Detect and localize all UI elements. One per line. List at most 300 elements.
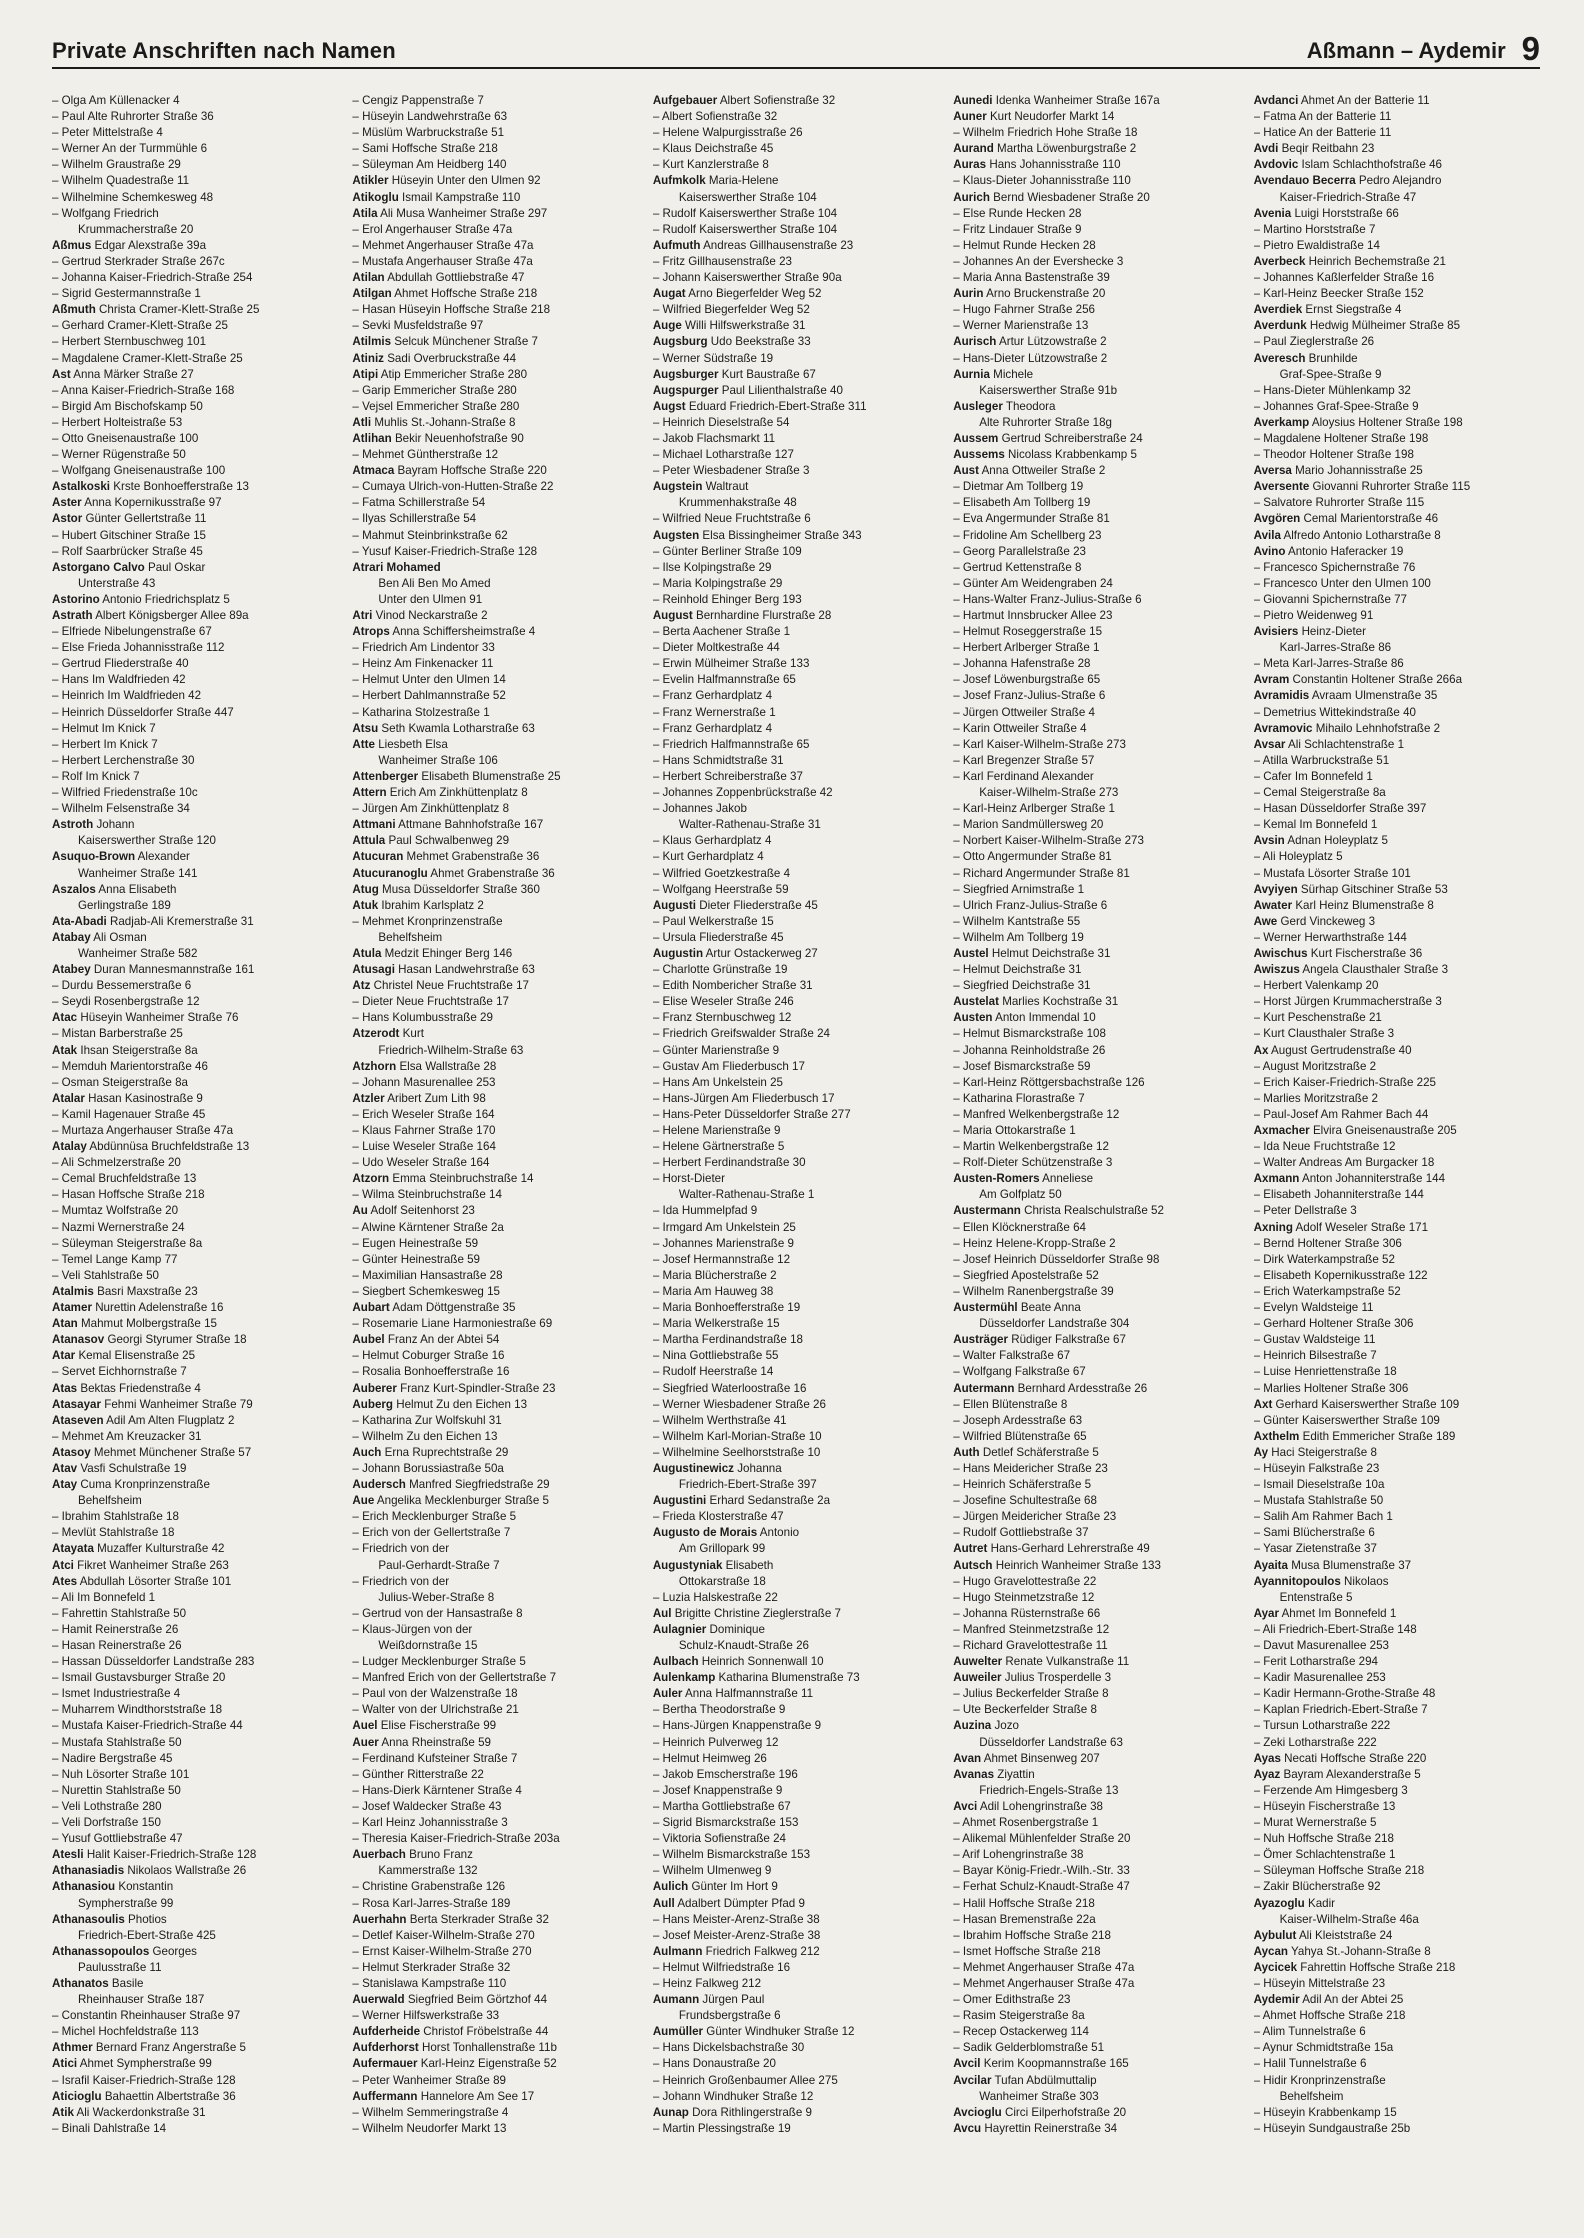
listing-continuation bbox=[1254, 1590, 1540, 1606]
listing-head-entry bbox=[953, 334, 1239, 350]
listing-text: – Otto Angermunder Straße 81 bbox=[953, 850, 1112, 864]
surname: Augstein bbox=[652, 480, 703, 494]
listing-text: Erna Ruprechtstraße 29 bbox=[384, 1445, 509, 1459]
listing-text: – Garip Emmericher Straße 280 bbox=[352, 383, 517, 397]
listing-entry bbox=[1254, 1026, 1540, 1042]
listing-text: Nikolaos Wallstraße 26 bbox=[127, 1864, 247, 1878]
listing-head-entry bbox=[1254, 206, 1540, 222]
listing-head-entry bbox=[52, 1847, 338, 1863]
listing-head-entry bbox=[1254, 721, 1540, 737]
listing-entry bbox=[1254, 1348, 1540, 1364]
listing-entry bbox=[953, 1574, 1239, 1590]
listing-text: – Hüseyin Landwehrstraße 63 bbox=[352, 110, 508, 124]
listing-entry bbox=[953, 1075, 1239, 1091]
listing-head-entry bbox=[653, 1992, 939, 2008]
surname: Astalkoski bbox=[52, 480, 110, 494]
listing-entry bbox=[52, 1767, 338, 1783]
listing-text: – Ibrahim Hoffsche Straße 218 bbox=[953, 1928, 1111, 1942]
listing-head-entry bbox=[52, 1944, 338, 1960]
listing-text: Friedrich-Ebert-Straße 425 bbox=[78, 1928, 216, 1942]
listing-text: – Hans-Peter Düsseldorfer Straße 277 bbox=[652, 1107, 851, 1121]
listing-text: – Wilhelm Kantstraße 55 bbox=[953, 914, 1081, 928]
listing-head-entry bbox=[52, 1879, 338, 1895]
listing-text: – Süleyman Hoffsche Straße 218 bbox=[1253, 1864, 1425, 1878]
listing-entry bbox=[52, 1026, 338, 1042]
listing-entry bbox=[352, 1316, 638, 1332]
listing-text: Kaiserswerther Straße 104 bbox=[678, 190, 817, 204]
listing-text: – Siegbert Schemkesweg 15 bbox=[352, 1284, 500, 1298]
listing-text: Selcuk Münchener Straße 7 bbox=[394, 335, 539, 349]
listing-head-entry bbox=[52, 1413, 338, 1429]
listing-text: – Horst Jürgen Krummacherstraße 3 bbox=[1253, 995, 1442, 1009]
listing-entry bbox=[352, 801, 638, 817]
surname: Aufderhorst bbox=[352, 2041, 419, 2055]
listing-head-entry bbox=[352, 1026, 638, 1042]
surname: Ataseven bbox=[52, 1413, 104, 1427]
listing-text: – Memduh Marientorstraße 46 bbox=[52, 1059, 208, 1073]
listing-entry bbox=[653, 141, 939, 157]
listing-head-entry bbox=[1254, 1445, 1540, 1461]
listing-head-entry bbox=[653, 898, 939, 914]
listing-text: Adolf Weseler Straße 171 bbox=[1295, 1220, 1429, 1234]
listing-text: Mahmut Molbergstraße 15 bbox=[81, 1317, 217, 1331]
listing-text: – Nurettin Stahlstraße 50 bbox=[52, 1783, 181, 1797]
surname: Aull bbox=[652, 1896, 675, 1910]
listing-text: – Wolfgang Heerstraße 59 bbox=[652, 882, 789, 896]
surname: Atalmis bbox=[52, 1284, 94, 1298]
listing-text: – Rudolf Heerstraße 14 bbox=[652, 1365, 774, 1379]
listing-text: – Johanna Hafenstraße 28 bbox=[953, 657, 1091, 671]
listing-entry bbox=[653, 640, 939, 656]
listing-text: – Wilhelm Ulmenweg 9 bbox=[652, 1864, 772, 1878]
listing-text: – Wilhelm Friedrich Hohe Straße 18 bbox=[953, 126, 1138, 140]
surname: Ayaz bbox=[1253, 1767, 1281, 1781]
listing-head-entry bbox=[953, 399, 1239, 415]
listing-entry bbox=[1254, 238, 1540, 254]
listing-head-entry bbox=[52, 914, 338, 930]
listing-text: – Murtaza Angerhauser Straße 47a bbox=[52, 1124, 234, 1137]
listing-entry bbox=[52, 125, 338, 141]
listing-text: – Wilhelm Ranenbergstraße 39 bbox=[953, 1284, 1114, 1298]
listing-entry bbox=[953, 1928, 1239, 1944]
listing-text: Adil Lohengrinstraße 38 bbox=[979, 1799, 1103, 1813]
listing-text: – Werner An der Turmmühle 6 bbox=[52, 142, 208, 156]
listing-text: – Else Frieda Johannisstraße 112 bbox=[52, 641, 225, 655]
listing-entry bbox=[52, 1654, 338, 1670]
surname: Atak bbox=[52, 1043, 78, 1057]
listing-entry bbox=[953, 1364, 1239, 1380]
listing-text: – Jakob Flachsmarkt 11 bbox=[652, 431, 776, 445]
surname: Awater bbox=[1253, 898, 1293, 912]
listing-text: – Halil Tunnelstraße 6 bbox=[1253, 2057, 1367, 2071]
listing-text: – Wilhelmine Schemkesweg 48 bbox=[52, 190, 214, 204]
listing-text: Krste Bonhoefferstraße 13 bbox=[113, 480, 250, 494]
listing-entry bbox=[352, 125, 638, 141]
listing-entry bbox=[653, 1364, 939, 1380]
listing-entry bbox=[1254, 769, 1540, 785]
listing-text: Ali Osman bbox=[93, 930, 147, 944]
listing-entry bbox=[52, 801, 338, 817]
listing-text: – Kamil Hagenauer Straße 45 bbox=[52, 1107, 206, 1121]
listing-text: – Mehmet Angerhauser Straße 47a bbox=[953, 1960, 1135, 1974]
listing-entry bbox=[953, 1429, 1239, 1445]
listing-text: Ahmet Binsenweg 207 bbox=[983, 1751, 1100, 1765]
listing-text: Rüdiger Falkstraße 67 bbox=[1011, 1333, 1126, 1347]
listing-entry bbox=[653, 962, 939, 978]
listing-text: – Johanna Rüsternstraße 66 bbox=[953, 1606, 1101, 1620]
listing-text: – Sevki Musfeldstraße 97 bbox=[352, 319, 484, 333]
listing-entry bbox=[653, 351, 939, 367]
listing-entry bbox=[653, 1847, 939, 1863]
surname: Awiszus bbox=[1253, 963, 1300, 977]
listing-text: – Erich Kaiser-Friedrich-Straße 225 bbox=[1253, 1075, 1436, 1089]
listing-text: Nurettin Adelenstraße 16 bbox=[95, 1301, 224, 1315]
listing-entry bbox=[352, 1155, 638, 1171]
surname: Aybulut bbox=[1253, 1928, 1297, 1942]
listing-entry bbox=[1254, 109, 1540, 125]
listing-text: – Günter Heinestraße 59 bbox=[352, 1252, 481, 1266]
listing-text: Krummenhakstraße 48 bbox=[678, 496, 797, 510]
listing-text: Paul-Gerhardt-Straße 7 bbox=[378, 1558, 500, 1572]
listing-entry bbox=[653, 769, 939, 785]
listing-entry bbox=[953, 849, 1239, 865]
listing-entry bbox=[953, 640, 1239, 656]
listing-head-entry bbox=[352, 866, 638, 882]
listing-head-entry bbox=[653, 1622, 939, 1638]
listing-entry bbox=[653, 1863, 939, 1879]
listing-entry bbox=[1254, 1735, 1540, 1751]
listing-text: – Alim Tunnelstraße 6 bbox=[1253, 2025, 1366, 2039]
listing-text: – Friedrich von der bbox=[352, 1574, 450, 1588]
listing-text: – Luzia Halskestraße 22 bbox=[652, 1590, 778, 1604]
surname: Atabey bbox=[52, 963, 91, 977]
listing-text: Ahmet Sympherstraße 99 bbox=[79, 2057, 212, 2071]
surname: Atalay bbox=[52, 1140, 87, 1154]
surname: Atay bbox=[52, 1478, 78, 1492]
listing-entry bbox=[653, 1718, 939, 1734]
listing-text: – Ida Hummelpfad 9 bbox=[652, 1204, 758, 1218]
listing-entry bbox=[352, 495, 638, 511]
listing-text: Elise Fischerstraße 99 bbox=[380, 1719, 497, 1733]
listing-text: – Helmut Heimweg 26 bbox=[652, 1751, 767, 1765]
listing-head-entry bbox=[52, 2089, 338, 2105]
listing-text: Artur Lützowstraße 2 bbox=[998, 335, 1107, 349]
surname: Avdanci bbox=[1253, 94, 1299, 107]
listing-text: Walter-Rathenau-Straße 31 bbox=[678, 818, 821, 832]
listing-text: – Marlies Holtener Straße 306 bbox=[1253, 1381, 1409, 1395]
listing-text: – Durdu Bessemerstraße 6 bbox=[52, 979, 192, 993]
listing-head-entry bbox=[52, 2105, 338, 2121]
listing-entry bbox=[52, 994, 338, 1010]
listing-head-entry bbox=[953, 1654, 1239, 1670]
listing-text: Gerd Vinckeweg 3 bbox=[1280, 914, 1376, 928]
listing-text: – Josef Knappenstraße 9 bbox=[652, 1783, 783, 1797]
listing-text: Martha Löwenburgstraße 2 bbox=[997, 142, 1137, 156]
surname: Ax bbox=[1253, 1043, 1269, 1057]
listing-entry bbox=[1254, 270, 1540, 286]
listing-entry bbox=[52, 206, 338, 222]
listing-entry bbox=[52, 1735, 338, 1751]
listing-text: – Günter Kaiserswerther Straße 109 bbox=[1253, 1413, 1440, 1427]
listing-head-entry bbox=[52, 2056, 338, 2072]
listing-entry bbox=[1254, 1364, 1540, 1380]
listing-head-entry bbox=[1254, 672, 1540, 688]
listing-text: Christa Cramer-Klett-Straße 25 bbox=[99, 303, 260, 317]
listing-text: – Dieter Moltkestraße 44 bbox=[652, 641, 780, 655]
listing-head-entry bbox=[52, 367, 338, 383]
listing-entry bbox=[953, 1107, 1239, 1123]
listing-entry bbox=[352, 1654, 638, 1670]
listing-text: Anna Schiffersheimstraße 4 bbox=[392, 625, 536, 639]
listing-head-entry bbox=[653, 1686, 939, 1702]
listing-head-entry bbox=[352, 206, 638, 222]
listing-text: Yahya St.-Johann-Straße 8 bbox=[1291, 1944, 1431, 1958]
listing-entry bbox=[1254, 1139, 1540, 1155]
listing-text: – Johanna Reinholdstraße 26 bbox=[953, 1043, 1106, 1057]
listing-text: – Martino Horststraße 7 bbox=[1253, 222, 1376, 236]
listing-text: Sympherstraße 99 bbox=[78, 1896, 174, 1910]
surname: Augst bbox=[652, 399, 686, 413]
listing-head-entry bbox=[52, 930, 338, 946]
listing-head-entry bbox=[352, 1992, 638, 2008]
listing-text: – Franz Gerhardplatz 4 bbox=[652, 721, 773, 735]
surname: Atik bbox=[52, 2105, 74, 2119]
listing-entry bbox=[953, 254, 1239, 270]
listing-text: – Manfred Welkenbergstraße 12 bbox=[953, 1107, 1120, 1121]
listing-entry bbox=[52, 1203, 338, 1219]
listing-text: Am Grillopark 99 bbox=[678, 1542, 766, 1556]
listing-entry bbox=[953, 1912, 1239, 1928]
listing-head-entry bbox=[352, 334, 638, 350]
surname: Atac bbox=[52, 1011, 78, 1025]
listing-text: – Zakir Blücherstraße 92 bbox=[1253, 1880, 1381, 1894]
listing-text: Bektas Friedenstraße 4 bbox=[80, 1381, 201, 1395]
listing-text: – Elisabeth Kopernikusstraße 122 bbox=[1253, 1268, 1428, 1282]
listing-text: Musa Blumenstraße 37 bbox=[1291, 1558, 1412, 1572]
listing-text: – Klaus Fahrner Straße 170 bbox=[352, 1124, 496, 1137]
surname: Astrath bbox=[52, 609, 93, 622]
listing-text: Alfredo Antonio Lotharstraße 8 bbox=[1283, 528, 1441, 542]
surname: Avcu bbox=[953, 2121, 982, 2135]
listing-entry bbox=[352, 141, 638, 157]
listing-entry bbox=[1254, 2105, 1540, 2121]
listing-entry bbox=[52, 1718, 338, 1734]
listing-text: – Hasan Hoffsche Straße 218 bbox=[52, 1188, 205, 1202]
listing-head-entry bbox=[653, 479, 939, 495]
listing-entry bbox=[653, 2121, 939, 2137]
listing-text: – Christine Grabenstraße 126 bbox=[352, 1880, 506, 1894]
listing-entry bbox=[953, 1686, 1239, 1702]
listing-text: – Nuh Lösorter Straße 101 bbox=[52, 1767, 190, 1781]
listing-entry bbox=[352, 1284, 638, 1300]
listing-head-entry bbox=[352, 833, 638, 849]
listing-text: – Nuh Hoffsche Straße 218 bbox=[1253, 1832, 1394, 1846]
listing-text: Beqir Reitbahn 23 bbox=[1281, 142, 1375, 156]
surname: Atici bbox=[52, 2057, 78, 2071]
listing-continuation bbox=[52, 898, 338, 914]
surname: Avdi bbox=[1253, 142, 1279, 156]
listing-text: – Mevlüt Stahlstraße 18 bbox=[52, 1526, 175, 1540]
surname: Aulmann bbox=[652, 1944, 703, 1958]
listing-text: – Sami Hoffsche Straße 218 bbox=[352, 142, 498, 156]
listing-entry bbox=[52, 1220, 338, 1236]
listing-text: Antonio Haferacker 19 bbox=[1288, 544, 1404, 558]
listing-entry bbox=[1254, 849, 1540, 865]
surname: Auerhahn bbox=[352, 1912, 407, 1926]
listing-head-entry bbox=[1254, 737, 1540, 753]
listing-text: – Paul von der Walzenstraße 18 bbox=[352, 1687, 518, 1701]
listing-entry bbox=[1254, 785, 1540, 801]
listing-text: – Eva Angermunder Straße 81 bbox=[953, 512, 1110, 526]
listing-text: – Theodor Holtener Straße 198 bbox=[1253, 448, 1414, 462]
listing-head-entry bbox=[1254, 544, 1540, 560]
listing-text: – Karl Bregenzer Straße 57 bbox=[953, 753, 1095, 767]
listing-entry bbox=[52, 1686, 338, 1702]
listing-text: Adalbert Dümpter Pfad 9 bbox=[677, 1896, 805, 1910]
surname: Axthelm bbox=[1253, 1429, 1300, 1443]
listing-entry bbox=[953, 898, 1239, 914]
listing-text: Dora Rithlingerstraße 9 bbox=[692, 2105, 812, 2119]
listing-entry bbox=[1254, 1509, 1540, 1525]
listing-text: – Hans Meidericher Straße 23 bbox=[953, 1461, 1108, 1475]
listing-text: Beate Anna bbox=[1020, 1301, 1081, 1315]
listing-text: Renate Vulkanstraße 11 bbox=[1005, 1655, 1130, 1669]
listing-text: Kaiserswerther Straße 120 bbox=[78, 834, 216, 848]
surname: Austräger bbox=[953, 1333, 1008, 1347]
listing-entry bbox=[52, 270, 338, 286]
surname: Aszalos bbox=[52, 882, 96, 896]
listing-entry bbox=[52, 1155, 338, 1171]
surname: Attenberger bbox=[352, 769, 419, 783]
listing-text: – Franz Sternbuschweg 12 bbox=[652, 1011, 792, 1025]
listing-entry bbox=[1254, 1203, 1540, 1219]
listing-entry bbox=[1254, 978, 1540, 994]
listing-continuation bbox=[953, 383, 1239, 399]
section-title: Private Anschriften nach Namen bbox=[52, 38, 396, 63]
listing-text: Willi Hilfswerkstraße 31 bbox=[685, 319, 806, 333]
surname: Avramidis bbox=[1253, 689, 1310, 703]
listing-head-entry bbox=[352, 351, 638, 367]
listing-text: – Werner Hilfswerkstraße 33 bbox=[352, 2009, 500, 2023]
listing-head-entry bbox=[953, 431, 1239, 447]
listing-text: Kaiser-Wilhelm-Straße 46a bbox=[1279, 1912, 1419, 1926]
listing-text: Manfred Siegfriedstraße 29 bbox=[409, 1478, 550, 1492]
listing-entry bbox=[1254, 1075, 1540, 1091]
listing-text: Bahaettin Albertstraße 36 bbox=[104, 2089, 236, 2103]
page-number: 9 bbox=[1521, 30, 1540, 67]
listing-continuation bbox=[52, 946, 338, 962]
surname: Atalar bbox=[52, 1091, 85, 1105]
listing-text: – Temel Lange Kamp 77 bbox=[52, 1252, 178, 1266]
surname: Asuquo-Brown bbox=[52, 850, 136, 864]
listing-text: – Evelin Halfmannstraße 65 bbox=[652, 673, 796, 687]
surname: Atzorn bbox=[352, 1172, 390, 1186]
listing-text: – Heinz Falkweg 212 bbox=[652, 1976, 762, 1990]
listing-head-entry bbox=[953, 1332, 1239, 1348]
surname: Aubart bbox=[352, 1301, 390, 1315]
listing-entry bbox=[1254, 1284, 1540, 1300]
listing-head-entry bbox=[953, 2105, 1239, 2121]
listing-entry bbox=[653, 1155, 939, 1171]
listing-head-entry bbox=[52, 495, 338, 511]
listing-text: Berta Sterkrader Straße 32 bbox=[409, 1912, 549, 1926]
listing-entry bbox=[352, 254, 638, 270]
surname: Avram bbox=[1253, 673, 1290, 687]
listing-text: – Müslüm Warbruckstraße 51 bbox=[352, 126, 505, 140]
listing-entry bbox=[352, 2105, 638, 2121]
listing-entry bbox=[52, 656, 338, 672]
surname: Auner bbox=[953, 110, 987, 124]
listing-text: – Wilhelm Werthstraße 41 bbox=[652, 1413, 787, 1427]
listing-head-entry bbox=[52, 849, 338, 865]
surname: Auras bbox=[953, 158, 987, 172]
listing-text: – Charlotte Grünstraße 19 bbox=[652, 963, 788, 977]
surname: Auzina bbox=[953, 1719, 992, 1733]
listing-text: Ihsan Steigerstraße 8a bbox=[80, 1043, 198, 1057]
listing-continuation bbox=[352, 1558, 638, 1574]
listing-text: – Günter Marienstraße 9 bbox=[652, 1043, 780, 1057]
surname: Atasayar bbox=[52, 1397, 101, 1411]
listing-text: Dieter Fliederstraße 45 bbox=[699, 898, 818, 912]
listing-entry bbox=[653, 994, 939, 1010]
listing-entry bbox=[653, 1123, 939, 1139]
listing-text: Gerlingstraße 189 bbox=[78, 898, 171, 912]
surname: Augustin bbox=[652, 946, 704, 960]
listing-text: – Süleyman Am Heidberg 140 bbox=[352, 158, 507, 172]
listing-text: Erich Am Zinkhüttenplatz 8 bbox=[389, 786, 528, 800]
listing-text: – Josef Waldecker Straße 43 bbox=[352, 1799, 502, 1813]
listing-text: – Friedrich von der bbox=[352, 1542, 450, 1556]
listing-entry bbox=[953, 2024, 1239, 2040]
listing-text: – Wilhelm Felsenstraße 34 bbox=[52, 802, 190, 816]
listing-text: – Cemal Steigerstraße 8a bbox=[1253, 786, 1386, 800]
listing-entry bbox=[52, 1815, 338, 1831]
listing-entry bbox=[52, 109, 338, 125]
listing-text: – Hasan Bremenstraße 22a bbox=[953, 1912, 1096, 1926]
surname: Austen-Romers bbox=[953, 1172, 1040, 1186]
listing-entry bbox=[653, 1783, 939, 1799]
listing-entry bbox=[1254, 2024, 1540, 2040]
listing-head-entry bbox=[352, 431, 638, 447]
surname: Avisiers bbox=[1253, 625, 1299, 639]
listing-text: – Ellen Blütenstraße 8 bbox=[953, 1397, 1068, 1411]
listing-entry bbox=[653, 705, 939, 721]
listing-text: – Atilla Warbruckstraße 51 bbox=[1253, 753, 1390, 767]
listing-text: – Pietro Ewaldistraße 14 bbox=[1253, 238, 1380, 252]
listing-text: – Maria Ottokarstraße 1 bbox=[953, 1124, 1076, 1137]
listing-head-entry bbox=[653, 173, 939, 189]
listing-text: Heinrich Sonnenwall 10 bbox=[701, 1655, 824, 1669]
listing-text: – Mehmet Güntherstraße 12 bbox=[352, 448, 499, 462]
listing-text: – Ferzende Am Himgesberg 3 bbox=[1253, 1783, 1408, 1797]
listing-entry bbox=[953, 1461, 1239, 1477]
listing-text: – Siegfried Arnimstraße 1 bbox=[953, 882, 1085, 896]
listing-entry bbox=[352, 1622, 638, 1638]
listing-entry bbox=[52, 93, 338, 109]
listing-entry bbox=[1254, 399, 1540, 415]
listing-entry bbox=[653, 415, 939, 431]
surname: Augsten bbox=[652, 528, 700, 542]
listing-text: – Bayar König-Friedr.-Wilh.-Str. 33 bbox=[953, 1864, 1130, 1878]
listing-entry bbox=[1254, 1670, 1540, 1686]
listing-entry bbox=[653, 1220, 939, 1236]
surname: Ayas bbox=[1253, 1751, 1281, 1765]
listing-head-entry bbox=[1254, 1767, 1540, 1783]
listing-head-entry bbox=[653, 528, 939, 544]
listing-entry bbox=[653, 1509, 939, 1525]
listing-entry bbox=[953, 1397, 1239, 1413]
listing-continuation bbox=[52, 1992, 338, 2008]
